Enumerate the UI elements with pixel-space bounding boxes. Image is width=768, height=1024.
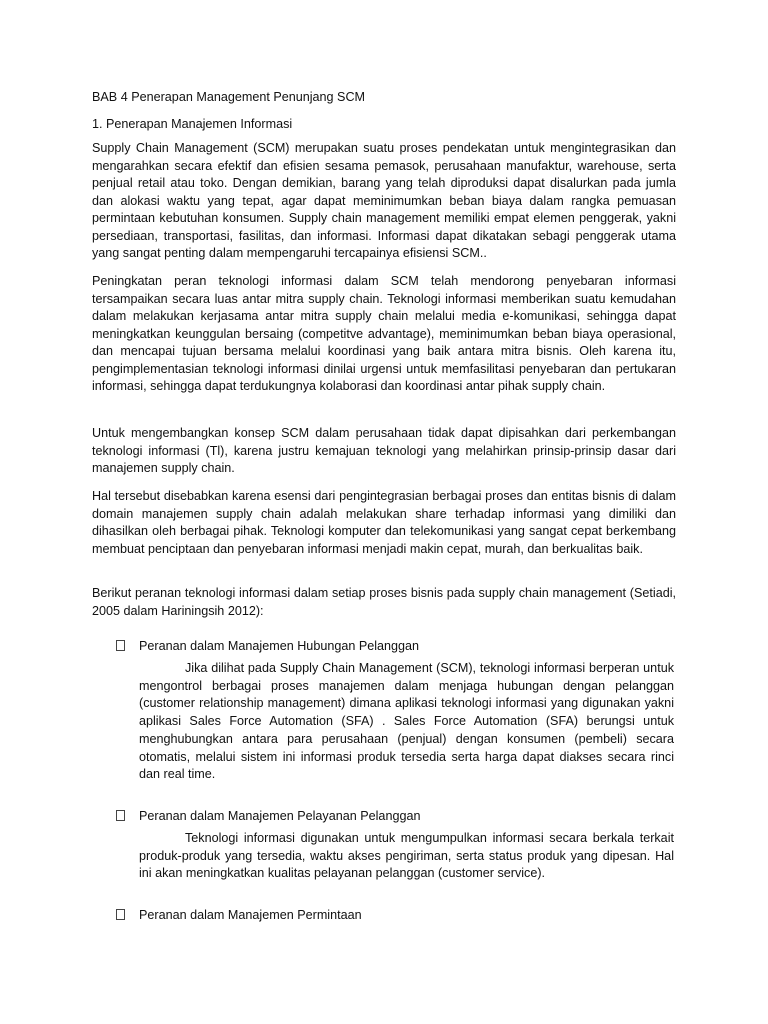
bullet-body: Teknologi informasi digunakan untuk mengumpulkan informasi secara berkala terkait produk-produk yang tersedia, waktu akses pengiriman, serta status produk yang dipesan. Hal ini akan meningkatkan kualitas pelayanan pelanggan (customer service).: [139, 831, 674, 881]
paragraph-4: Hal tersebut disebabkan karena esensi dari pengintegrasian berbagai proses dan entitas bisnis di dalam domain manajemen supply chain adalah melakukan share terhadap informasi yang dimiliki dan dihasilkan oleh berbagai pihak. Teknologi komputer dan telekomunikasi yang sangat cepat berkembang membuat penciptaan dan penyebaran informasi menjadi makin cepat, murah, dan berkualitas baik.: [92, 489, 676, 556]
paragraph-1: Supply Chain Management (SCM) merupakan suatu proses pendekatan untuk mengintegrasikan dan mengarahkan secara efektif dan efisien sesama pemasok, perusahaan manufaktur, warehouse, serta penjual retail atau toko. Dengan demikian, barang yang telah diproduksi dapat disalurkan pada jumla dan alokasi waktu yang tepat, agar dapat meminimumkan beban biaya dalam rangka pemuasan permintaan kebutuhan konsumen. Supply chain management memiliki empat elemen penggerak, yakni persediaan, transportasi, fasilitas, dan informasi. Informasi dapat dikatakan sebagi penggerak utama yang sangat penting dalam mempengaruhi tercapainya efisiensi SCM..: [92, 141, 676, 260]
paragraph-3: Untuk mengembangkan konsep SCM dalam perusahaan tidak dapat dipisahkan dari perkembangan teknologi informasi (Tl), karena justru kemajuan teknologi yang melahirkan prinsip-prinsip dasar dari manajemen supply chain.: [92, 426, 676, 475]
section-heading: 1. Penerapan Manajemen Informasi: [92, 117, 293, 131]
bullet-heading: Peranan dalam Manajemen Pelayanan Pelanggan: [139, 809, 421, 823]
missing-glyph-bullet-icon: [116, 640, 125, 651]
bullet-body: Jika dilihat pada Supply Chain Management (SCM), teknologi informasi berperan untuk mengontrol berbagai proses manajemen dalam menjaga hubungan dengan pelanggan (customer relationship management) dimana aplikasi teknologi informasi yang digunakan yakni aplikasi Sales Force Automation (SFA) . Sales Force Automation (SFA) berungsi untuk menghubungkan antara para perusahaan (penjual) dengan konsumen (pembeli) secara otomatis, melalui sistem ini informasi produk tersedia serta harga dapat diakses secara rinci dan real time.: [139, 661, 674, 782]
bullet-heading: Peranan dalam Manajemen Hubungan Pelanggan: [139, 639, 420, 653]
missing-glyph-bullet-icon: [116, 810, 125, 821]
paragraph-2: Peningkatan peran teknologi informasi dalam SCM telah mendorong penyebaran informasi tersampaikan secara luas antar mitra supply chain. Teknologi informasi memberikan suatu kemudahan dalam melakukan kerjasama antar mitra supply chain melalui media e-komunikasi, sehingga dapat meningkatkan keunggulan bersaing (competitve advantage), meminimumkan beban biaya operasional, dan mencapai tujuan bersama melalui koordinasi yang baik antara mitra bisnis. Oleh karena itu, pengimplementasian teknologi informasi dinilai urgensi untuk memfasilitasi penyebaran dan pertukaran informasi, sehingga dapat terdukungnya kolaborasi dan koordinasi antar pihak supply chain.: [92, 274, 676, 393]
missing-glyph-bullet-icon: [116, 909, 125, 920]
bullet-heading: Peranan dalam Manajemen Permintaan: [139, 908, 362, 922]
document-title: BAB 4 Penerapan Management Penunjang SCM: [92, 90, 366, 104]
paragraph-5: Berikut peranan teknologi informasi dalam setiap proses bisnis pada supply chain management (Setiadi, 2005 dalam Hariningsih 2012):: [92, 586, 676, 618]
